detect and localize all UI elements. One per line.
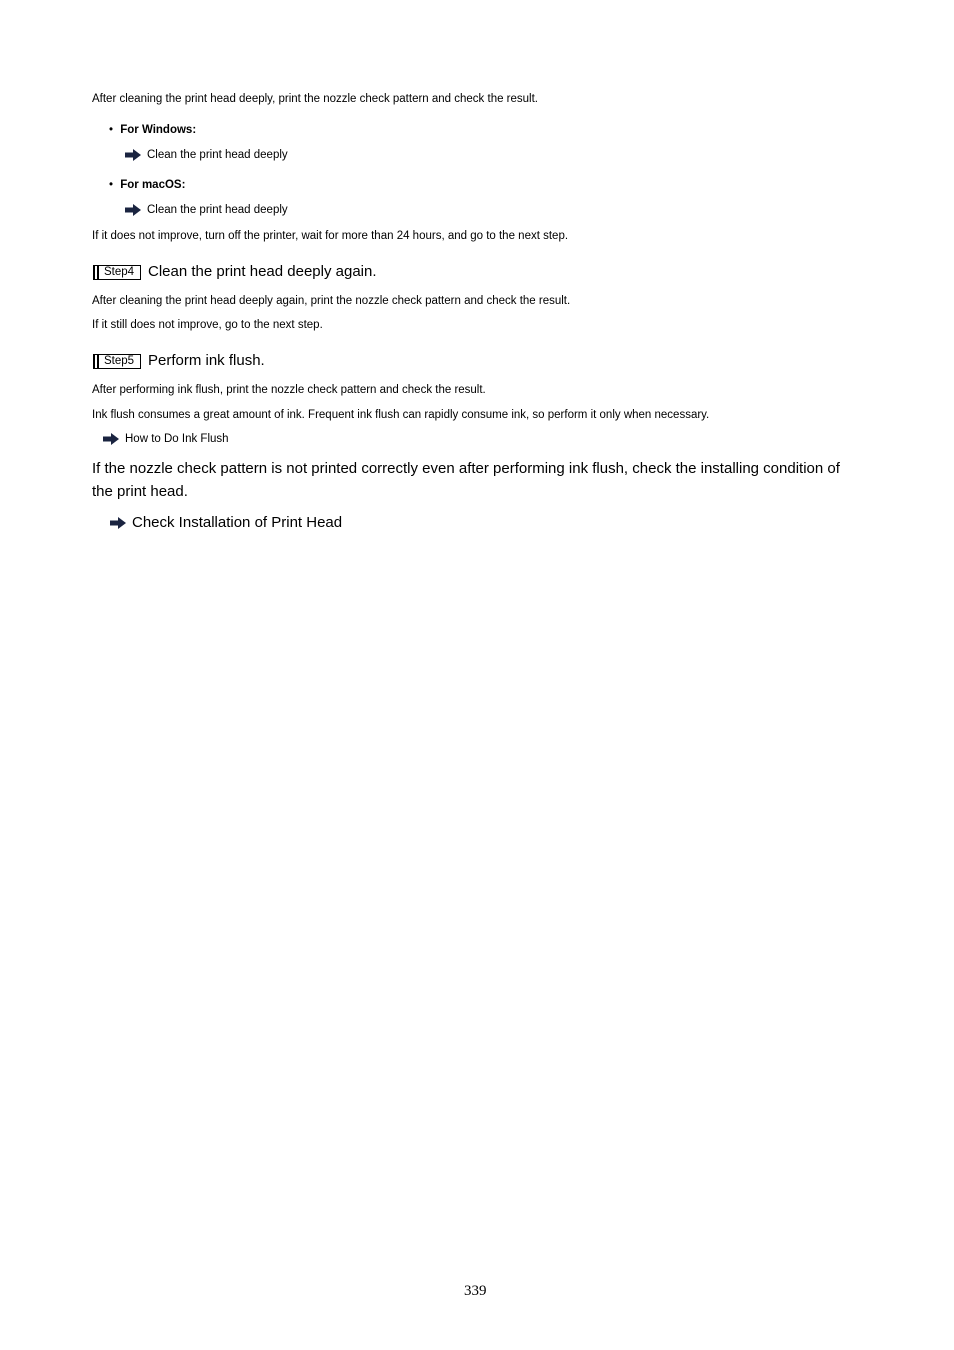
- right-arrow-icon: [110, 517, 126, 529]
- link-label[interactable]: Clean the print head deeply: [147, 204, 288, 216]
- right-arrow-icon: [103, 433, 119, 445]
- link-label[interactable]: Check Installation of Print Head: [132, 514, 343, 531]
- step4-title: Clean the print head deeply again.: [148, 263, 377, 280]
- os-section-macos: [109, 178, 185, 192]
- step5-body-1: After performing ink flush, print the nozzle check pattern and check the result.: [92, 384, 486, 396]
- page-number: 339: [464, 1283, 487, 1299]
- bullet: •: [109, 179, 114, 191]
- step5-body-2: Ink flush consumes a great amount of ink. Frequent ink flush can rapidly consume ink, so perform it only when necessary.: [92, 409, 710, 421]
- link-label[interactable]: How to Do Ink Flush: [125, 433, 229, 445]
- os-heading-windows: For Windows:: [120, 124, 197, 136]
- step4-body-2: If it still does not improve, go to the next step.: [92, 319, 323, 331]
- right-arrow-icon: [125, 149, 141, 161]
- link-clean-deeply-macos[interactable]: [125, 203, 288, 217]
- step5-title: Perform ink flush.: [148, 352, 265, 369]
- conclusion-line-1: If the nozzle check pattern is not printed correctly even after performing ink flush, check the installing condition of: [92, 460, 840, 477]
- step4-badge: Step4: [93, 265, 141, 280]
- link-check-installation[interactable]: [110, 511, 342, 534]
- os-section-windows: [109, 123, 196, 137]
- step4-body-1: After cleaning the print head deeply again, print the nozzle check pattern and check the result.: [92, 295, 571, 307]
- link-clean-deeply-windows[interactable]: [125, 148, 288, 162]
- intro-paragraph: After cleaning the print head deeply, print the nozzle check pattern and check the result.: [92, 93, 539, 105]
- step5-badge: Step5: [93, 354, 141, 369]
- link-ink-flush[interactable]: [103, 432, 229, 446]
- bullet: •: [109, 124, 114, 136]
- no-improve-paragraph: If it does not improve, turn off the printer, wait for more than 24 hours, and go to the next step.: [92, 230, 569, 242]
- link-label[interactable]: Clean the print head deeply: [147, 149, 288, 161]
- os-heading-macos: For macOS:: [120, 179, 186, 191]
- conclusion-line-2: the print head.: [92, 483, 188, 500]
- right-arrow-icon: [125, 204, 141, 216]
